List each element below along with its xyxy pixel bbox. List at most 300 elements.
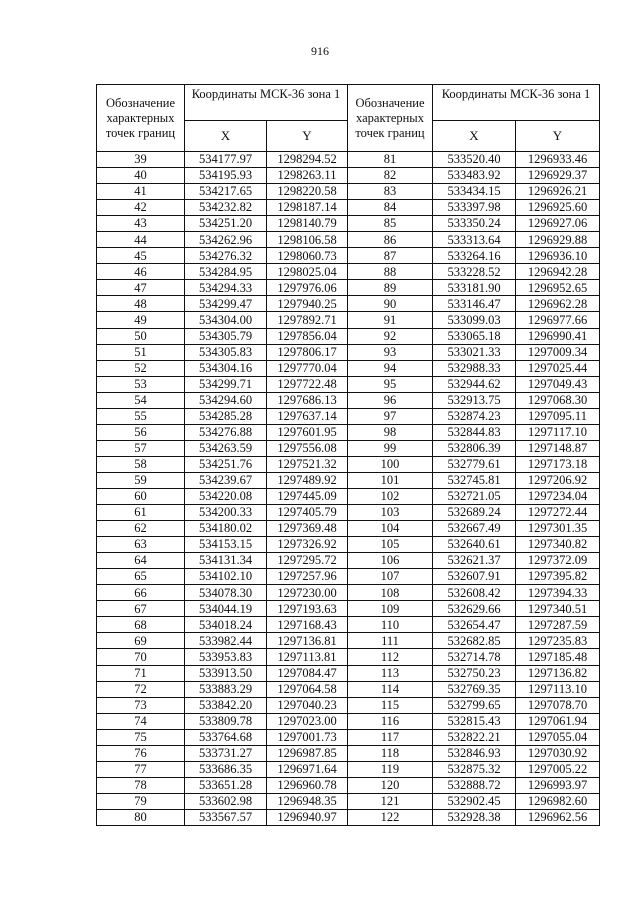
point-number-cell: 112 (348, 649, 433, 665)
x-coordinate-cell: 533809.78 (185, 713, 267, 729)
table-row (97, 537, 348, 553)
x-coordinate-cell: 533913.50 (185, 665, 267, 681)
y-coordinate-cell: 1297722.48 (267, 376, 348, 392)
header-designation: Обозначение характерных точек границ (97, 85, 185, 152)
x-coordinate-cell: 533520.40 (433, 152, 516, 168)
y-coordinate-cell: 1298140.79 (267, 216, 348, 232)
x-coordinate-cell: 532902.45 (433, 793, 516, 809)
x-coordinate-cell: 532913.75 (433, 392, 516, 408)
point-number-cell: 102 (348, 488, 433, 504)
y-coordinate-cell: 1298263.11 (267, 168, 348, 184)
table-row (348, 408, 600, 424)
x-coordinate-cell: 534299.71 (185, 376, 267, 392)
table-row (348, 184, 600, 200)
point-number-cell: 85 (348, 216, 433, 232)
y-coordinate-cell: 1296971.64 (267, 761, 348, 777)
table-row (348, 312, 600, 328)
table-row (97, 216, 348, 232)
y-coordinate-cell: 1297078.70 (516, 697, 600, 713)
y-coordinate-cell: 1296927.06 (516, 216, 600, 232)
table-row (97, 344, 348, 360)
header-y: Y (516, 120, 600, 151)
x-coordinate-cell: 532667.49 (433, 521, 516, 537)
table-row (97, 168, 348, 184)
y-coordinate-cell: 1296990.41 (516, 328, 600, 344)
x-coordinate-cell: 534285.28 (185, 408, 267, 424)
point-number-cell: 69 (97, 633, 185, 649)
point-number-cell: 110 (348, 617, 433, 633)
table-row (97, 793, 348, 809)
y-coordinate-cell: 1297405.79 (267, 505, 348, 521)
x-coordinate-cell: 534177.97 (185, 152, 267, 168)
y-coordinate-cell: 1297173.18 (516, 456, 600, 472)
table-row (348, 424, 600, 440)
table-row (97, 617, 348, 633)
point-number-cell: 116 (348, 713, 433, 729)
y-coordinate-cell: 1297113.81 (267, 649, 348, 665)
point-number-cell: 52 (97, 360, 185, 376)
x-coordinate-cell: 533181.90 (433, 280, 516, 296)
table-row (348, 729, 600, 745)
point-number-cell: 59 (97, 472, 185, 488)
point-number-cell: 109 (348, 601, 433, 617)
x-coordinate-cell: 533842.20 (185, 697, 267, 713)
y-coordinate-cell: 1297372.09 (516, 553, 600, 569)
table-row (97, 472, 348, 488)
y-coordinate-cell: 1297295.72 (267, 553, 348, 569)
x-coordinate-cell: 532629.66 (433, 601, 516, 617)
y-coordinate-cell: 1297040.23 (267, 697, 348, 713)
table-row (97, 360, 348, 376)
table-row (348, 681, 600, 697)
point-number-cell: 119 (348, 761, 433, 777)
x-coordinate-cell: 532750.23 (433, 665, 516, 681)
x-coordinate-cell: 533264.16 (433, 248, 516, 264)
table-row (97, 440, 348, 456)
table-row (348, 200, 600, 216)
point-number-cell: 107 (348, 569, 433, 585)
point-number-cell: 74 (97, 713, 185, 729)
y-coordinate-cell: 1298060.73 (267, 248, 348, 264)
table-row (348, 585, 600, 601)
point-number-cell: 97 (348, 408, 433, 424)
table-row (97, 697, 348, 713)
y-coordinate-cell: 1296929.37 (516, 168, 600, 184)
table-row (348, 505, 600, 521)
x-coordinate-cell: 534131.34 (185, 553, 267, 569)
table-row (97, 280, 348, 296)
point-number-cell: 122 (348, 809, 433, 825)
y-coordinate-cell: 1296982.60 (516, 793, 600, 809)
point-number-cell: 108 (348, 585, 433, 601)
table-row (97, 809, 348, 825)
point-number-cell: 80 (97, 809, 185, 825)
table-row (348, 745, 600, 761)
y-coordinate-cell: 1297369.48 (267, 521, 348, 537)
point-number-cell: 71 (97, 665, 185, 681)
table-row (348, 344, 600, 360)
x-coordinate-cell: 532888.72 (433, 777, 516, 793)
x-coordinate-cell: 534299.47 (185, 296, 267, 312)
table-row (348, 376, 600, 392)
header-y: Y (267, 120, 348, 151)
point-number-cell: 94 (348, 360, 433, 376)
point-number-cell: 49 (97, 312, 185, 328)
point-number-cell: 56 (97, 424, 185, 440)
table-row (348, 777, 600, 793)
x-coordinate-cell: 532988.33 (433, 360, 516, 376)
y-coordinate-cell: 1297049.43 (516, 376, 600, 392)
point-number-cell: 43 (97, 216, 185, 232)
y-coordinate-cell: 1296962.56 (516, 809, 600, 825)
point-number-cell: 65 (97, 569, 185, 585)
table-row (97, 521, 348, 537)
x-coordinate-cell: 534217.65 (185, 184, 267, 200)
y-coordinate-cell: 1296936.10 (516, 248, 600, 264)
table-row (348, 793, 600, 809)
point-number-cell: 83 (348, 184, 433, 200)
x-coordinate-cell: 534284.95 (185, 264, 267, 280)
point-number-cell: 91 (348, 312, 433, 328)
y-coordinate-cell: 1297055.04 (516, 729, 600, 745)
table-row (348, 569, 600, 585)
y-coordinate-cell: 1297394.33 (516, 585, 600, 601)
y-coordinate-cell: 1297136.82 (516, 665, 600, 681)
x-coordinate-cell: 534153.15 (185, 537, 267, 553)
table-row (97, 601, 348, 617)
point-number-cell: 117 (348, 729, 433, 745)
point-number-cell: 68 (97, 617, 185, 633)
x-coordinate-cell: 532682.85 (433, 633, 516, 649)
table-row (348, 713, 600, 729)
table-row (97, 328, 348, 344)
point-number-cell: 88 (348, 264, 433, 280)
coordinates-table-right (347, 84, 600, 826)
x-coordinate-cell: 534102.10 (185, 569, 267, 585)
y-coordinate-cell: 1298187.14 (267, 200, 348, 216)
x-coordinate-cell: 532944.62 (433, 376, 516, 392)
y-coordinate-cell: 1296993.97 (516, 777, 600, 793)
x-coordinate-cell: 533228.52 (433, 264, 516, 280)
x-coordinate-cell: 534180.02 (185, 521, 267, 537)
y-coordinate-cell: 1297976.06 (267, 280, 348, 296)
y-coordinate-cell: 1297025.44 (516, 360, 600, 376)
point-number-cell: 121 (348, 793, 433, 809)
table-row (348, 665, 600, 681)
point-number-cell: 53 (97, 376, 185, 392)
table-row (348, 392, 600, 408)
table-row (97, 649, 348, 665)
y-coordinate-cell: 1297445.09 (267, 488, 348, 504)
x-coordinate-cell: 532822.21 (433, 729, 516, 745)
header-x: X (433, 120, 516, 151)
point-number-cell: 51 (97, 344, 185, 360)
point-number-cell: 98 (348, 424, 433, 440)
x-coordinate-cell: 534251.76 (185, 456, 267, 472)
point-number-cell: 100 (348, 456, 433, 472)
y-coordinate-cell: 1297301.35 (516, 521, 600, 537)
table-row (97, 152, 348, 168)
y-coordinate-cell: 1297489.92 (267, 472, 348, 488)
point-number-cell: 39 (97, 152, 185, 168)
point-number-cell: 62 (97, 521, 185, 537)
table-row (97, 200, 348, 216)
header-coord-system: Координаты МСК-36 зона 1 (185, 85, 348, 121)
x-coordinate-cell: 533397.98 (433, 200, 516, 216)
y-coordinate-cell: 1297556.08 (267, 440, 348, 456)
x-coordinate-cell: 534262.96 (185, 232, 267, 248)
x-coordinate-cell: 533021.33 (433, 344, 516, 360)
x-coordinate-cell: 532874.23 (433, 408, 516, 424)
point-number-cell: 105 (348, 537, 433, 553)
point-number-cell: 111 (348, 633, 433, 649)
y-coordinate-cell: 1297068.30 (516, 392, 600, 408)
table-row (97, 665, 348, 681)
y-coordinate-cell: 1297095.11 (516, 408, 600, 424)
y-coordinate-cell: 1297770.04 (267, 360, 348, 376)
point-number-cell: 96 (348, 392, 433, 408)
y-coordinate-cell: 1298025.04 (267, 264, 348, 280)
point-number-cell: 89 (348, 280, 433, 296)
table-row (97, 777, 348, 793)
x-coordinate-cell: 533313.64 (433, 232, 516, 248)
x-coordinate-cell: 532745.81 (433, 472, 516, 488)
y-coordinate-cell: 1296962.28 (516, 296, 600, 312)
x-coordinate-cell: 532721.05 (433, 488, 516, 504)
table-row (348, 360, 600, 376)
x-coordinate-cell: 533953.83 (185, 649, 267, 665)
x-coordinate-cell: 533434.15 (433, 184, 516, 200)
point-number-cell: 114 (348, 681, 433, 697)
y-coordinate-cell: 1297001.73 (267, 729, 348, 745)
table-row (348, 809, 600, 825)
y-coordinate-cell: 1297185.48 (516, 649, 600, 665)
y-coordinate-cell: 1297230.00 (267, 585, 348, 601)
y-coordinate-cell: 1297206.92 (516, 472, 600, 488)
point-number-cell: 57 (97, 440, 185, 456)
x-coordinate-cell: 534078.30 (185, 585, 267, 601)
x-coordinate-cell: 532799.65 (433, 697, 516, 713)
y-coordinate-cell: 1298106.58 (267, 232, 348, 248)
table-row (97, 296, 348, 312)
x-coordinate-cell: 533982.44 (185, 633, 267, 649)
y-coordinate-cell: 1296942.28 (516, 264, 600, 280)
point-number-cell: 103 (348, 505, 433, 521)
x-coordinate-cell: 534044.19 (185, 601, 267, 617)
table-row (348, 296, 600, 312)
point-number-cell: 118 (348, 745, 433, 761)
y-coordinate-cell: 1296952.65 (516, 280, 600, 296)
x-coordinate-cell: 534251.20 (185, 216, 267, 232)
table-row (348, 697, 600, 713)
point-number-cell: 58 (97, 456, 185, 472)
point-number-cell: 45 (97, 248, 185, 264)
y-coordinate-cell: 1296940.97 (267, 809, 348, 825)
table-row (97, 553, 348, 569)
header-x: X (185, 120, 267, 151)
point-number-cell: 90 (348, 296, 433, 312)
table-row (97, 312, 348, 328)
table-row (348, 456, 600, 472)
y-coordinate-cell: 1296929.88 (516, 232, 600, 248)
point-number-cell: 81 (348, 152, 433, 168)
point-number-cell: 44 (97, 232, 185, 248)
point-number-cell: 106 (348, 553, 433, 569)
y-coordinate-cell: 1296926.21 (516, 184, 600, 200)
point-number-cell: 47 (97, 280, 185, 296)
y-coordinate-cell: 1297637.14 (267, 408, 348, 424)
table-row (348, 601, 600, 617)
point-number-cell: 73 (97, 697, 185, 713)
x-coordinate-cell: 532714.78 (433, 649, 516, 665)
y-coordinate-cell: 1297326.92 (267, 537, 348, 553)
table-row (97, 184, 348, 200)
point-number-cell: 54 (97, 392, 185, 408)
table-row (97, 488, 348, 504)
x-coordinate-cell: 533146.47 (433, 296, 516, 312)
x-coordinate-cell: 534220.08 (185, 488, 267, 504)
table-row (348, 472, 600, 488)
y-coordinate-cell: 1297064.58 (267, 681, 348, 697)
y-coordinate-cell: 1297806.17 (267, 344, 348, 360)
y-coordinate-cell: 1297686.13 (267, 392, 348, 408)
y-coordinate-cell: 1297084.47 (267, 665, 348, 681)
x-coordinate-cell: 533099.03 (433, 312, 516, 328)
x-coordinate-cell: 534305.79 (185, 328, 267, 344)
table-row (97, 232, 348, 248)
x-coordinate-cell: 532875.32 (433, 761, 516, 777)
x-coordinate-cell: 533065.18 (433, 328, 516, 344)
point-number-cell: 82 (348, 168, 433, 184)
table-row (97, 729, 348, 745)
header-coord-system: Координаты МСК-36 зона 1 (433, 85, 600, 121)
table-row (97, 585, 348, 601)
x-coordinate-cell: 533686.35 (185, 761, 267, 777)
table-row (348, 761, 600, 777)
table-row (348, 216, 600, 232)
x-coordinate-cell: 532621.37 (433, 553, 516, 569)
x-coordinate-cell: 532806.39 (433, 440, 516, 456)
x-coordinate-cell: 532654.47 (433, 617, 516, 633)
table-row (97, 633, 348, 649)
x-coordinate-cell: 532844.83 (433, 424, 516, 440)
table-row (348, 633, 600, 649)
table-row (348, 280, 600, 296)
x-coordinate-cell: 534294.60 (185, 392, 267, 408)
point-number-cell: 67 (97, 601, 185, 617)
table-row (97, 456, 348, 472)
x-coordinate-cell: 532640.61 (433, 537, 516, 553)
x-coordinate-cell: 533350.24 (433, 216, 516, 232)
point-number-cell: 75 (97, 729, 185, 745)
table-body-right (348, 152, 600, 826)
header-designation: Обозначение характерных точек границ (348, 85, 433, 152)
x-coordinate-cell: 532928.38 (433, 809, 516, 825)
y-coordinate-cell: 1296948.35 (267, 793, 348, 809)
x-coordinate-cell: 533567.57 (185, 809, 267, 825)
y-coordinate-cell: 1297030.92 (516, 745, 600, 761)
y-coordinate-cell: 1297287.59 (516, 617, 600, 633)
table-row (97, 761, 348, 777)
point-number-cell: 60 (97, 488, 185, 504)
y-coordinate-cell: 1296933.46 (516, 152, 600, 168)
table-row (348, 617, 600, 633)
point-number-cell: 55 (97, 408, 185, 424)
y-coordinate-cell: 1297856.04 (267, 328, 348, 344)
point-number-cell: 120 (348, 777, 433, 793)
x-coordinate-cell: 532846.93 (433, 745, 516, 761)
table-row (97, 264, 348, 280)
point-number-cell: 93 (348, 344, 433, 360)
x-coordinate-cell: 534294.33 (185, 280, 267, 296)
y-coordinate-cell: 1297005.22 (516, 761, 600, 777)
y-coordinate-cell: 1296925.60 (516, 200, 600, 216)
point-number-cell: 63 (97, 537, 185, 553)
table-row (97, 569, 348, 585)
x-coordinate-cell: 532607.91 (433, 569, 516, 585)
y-coordinate-cell: 1297521.32 (267, 456, 348, 472)
y-coordinate-cell: 1297193.63 (267, 601, 348, 617)
y-coordinate-cell: 1297395.82 (516, 569, 600, 585)
y-coordinate-cell: 1296960.78 (267, 777, 348, 793)
y-coordinate-cell: 1296977.66 (516, 312, 600, 328)
table-row (348, 537, 600, 553)
table-row (97, 681, 348, 697)
table-row (348, 264, 600, 280)
y-coordinate-cell: 1297113.10 (516, 681, 600, 697)
x-coordinate-cell: 534200.33 (185, 505, 267, 521)
table-row (97, 713, 348, 729)
coordinates-table-left (96, 84, 348, 826)
point-number-cell: 113 (348, 665, 433, 681)
point-number-cell: 92 (348, 328, 433, 344)
point-number-cell: 64 (97, 553, 185, 569)
y-coordinate-cell: 1297235.83 (516, 633, 600, 649)
point-number-cell: 46 (97, 264, 185, 280)
y-coordinate-cell: 1297023.00 (267, 713, 348, 729)
x-coordinate-cell: 532689.24 (433, 505, 516, 521)
table-row (348, 553, 600, 569)
point-number-cell: 77 (97, 761, 185, 777)
y-coordinate-cell: 1297148.87 (516, 440, 600, 456)
y-coordinate-cell: 1297257.96 (267, 569, 348, 585)
y-coordinate-cell: 1297234.04 (516, 488, 600, 504)
table-row (97, 392, 348, 408)
x-coordinate-cell: 532815.43 (433, 713, 516, 729)
table-row (97, 408, 348, 424)
x-coordinate-cell: 534304.00 (185, 312, 267, 328)
point-number-cell: 42 (97, 200, 185, 216)
point-number-cell: 70 (97, 649, 185, 665)
point-number-cell: 78 (97, 777, 185, 793)
x-coordinate-cell: 532779.61 (433, 456, 516, 472)
x-coordinate-cell: 533731.27 (185, 745, 267, 761)
table-row (348, 232, 600, 248)
point-number-cell: 101 (348, 472, 433, 488)
x-coordinate-cell: 532769.35 (433, 681, 516, 697)
point-number-cell: 72 (97, 681, 185, 697)
table-row (348, 649, 600, 665)
x-coordinate-cell: 532608.42 (433, 585, 516, 601)
table-row (348, 248, 600, 264)
x-coordinate-cell: 534018.24 (185, 617, 267, 633)
x-coordinate-cell: 533883.29 (185, 681, 267, 697)
y-coordinate-cell: 1296987.85 (267, 745, 348, 761)
x-coordinate-cell: 534239.67 (185, 472, 267, 488)
y-coordinate-cell: 1298294.52 (267, 152, 348, 168)
y-coordinate-cell: 1297061.94 (516, 713, 600, 729)
point-number-cell: 115 (348, 697, 433, 713)
